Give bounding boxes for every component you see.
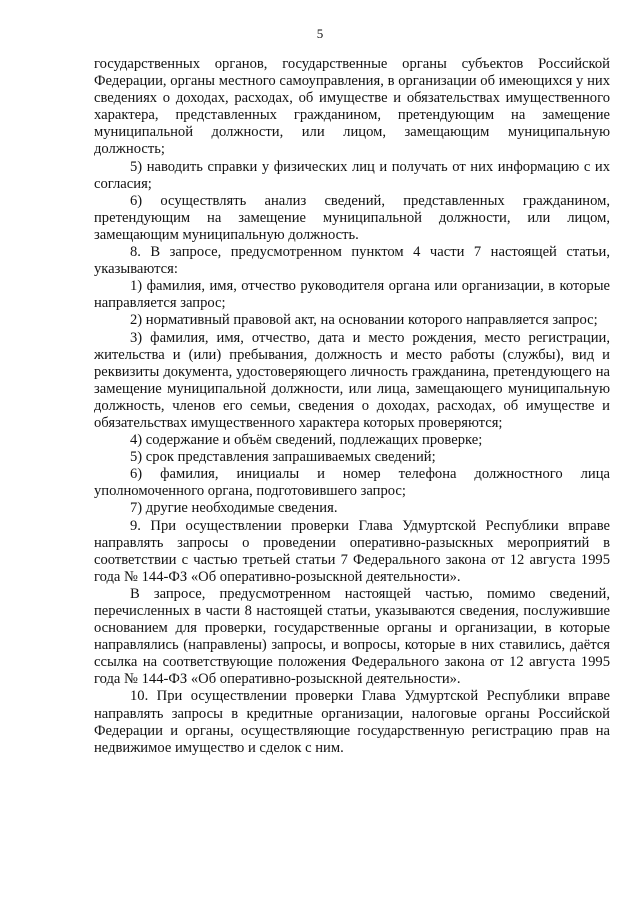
paragraph-9-request-content: В запросе, предусмотренном настоящей частью, помимо сведений, перечисленных в части 8 настоящей статьи, указываются сведения, послужившие основанием для проверки, государственные органы и организации, в которые направлялись (направлены) запросы, и вопросы, которые в них ставились, даётся ссылка на соответствующие положения Федерального закона от 12 августа 1995 года № 144-ФЗ «Об оперативно-розыскной деятельности». xyxy=(94,585,610,688)
paragraph-continuation: государственных органов, государственные органы субъектов Российской Федерации, органы местного самоуправления, в организации об имеющихся у них сведениях о доходах, расходах, об имуществе и обязательствах имущественного характера, представленных гражданином, претендующим на замещение муниципальной должности, или лицом, замещающим муниципальную должность; xyxy=(94,56,610,158)
list-item-5-deadline: 5) срок представления запрашиваемых сведений; xyxy=(130,449,436,466)
page-number: 5 xyxy=(316,26,324,41)
document-body xyxy=(94,56,610,757)
list-item-5-inquiries: 5) наводить справки у физических лиц и получать от них информацию с их согласия; xyxy=(94,158,610,192)
list-item-2-legal-act: 2) нормативный правовой акт, на основании которого направляется запрос; xyxy=(130,312,598,329)
list-item-1-recipient: 1) фамилия, имя, отчество руководителя органа или организации, в которые направляется запрос; xyxy=(94,278,610,312)
paragraph-10: 10. При осуществлении проверки Глава Удмуртской Республики вправе направлять запросы в кредитные организации, налоговые органы Российской Федерации и органы, осуществляющие государственную регистрацию прав на недвижимое имущество и сделок с ним. xyxy=(94,688,610,756)
paragraph-9: 9. При осуществлении проверки Глава Удмуртской Республики вправе направлять запросы о проведении оперативно-разыскных мероприятий в соответствии с частью третьей статьи 7 Федерального закона от 12 августа 1995 года № 144-ФЗ «Об оперативно-розыскной деятельности». xyxy=(94,517,610,585)
list-item-6-analysis: 6) осуществлять анализ сведений, представленных гражданином, претендующим на замещение муниципальной должности, или лицом, замещающим муниципальную должность. xyxy=(94,192,610,243)
list-item-6-official: 6) фамилия, инициалы и номер телефона должностного лица уполномоченного органа, подготовившего запрос; xyxy=(94,466,610,500)
list-item-7-other: 7) другие необходимые сведения. xyxy=(130,500,338,517)
list-item-4-content: 4) содержание и объём сведений, подлежащих проверке; xyxy=(130,432,483,449)
list-item-3-person-details: 3) фамилия, имя, отчество, дата и место рождения, место регистрации, жительства и (или) пребывания, должность и место работы (службы), вид и реквизиты документа, удостоверяющего личность гражданина, претендующего на замещение муниципальной должности, или лица, замещающего муниципальную должность, членов его семьи, сведения о доходах, расходах, об имуществе и обязательствах имущественного характера которых проверяются; xyxy=(94,329,610,431)
paragraph-8: 8. В запросе, предусмотренном пунктом 4 части 7 настоящей статьи, указываются: xyxy=(94,244,610,278)
